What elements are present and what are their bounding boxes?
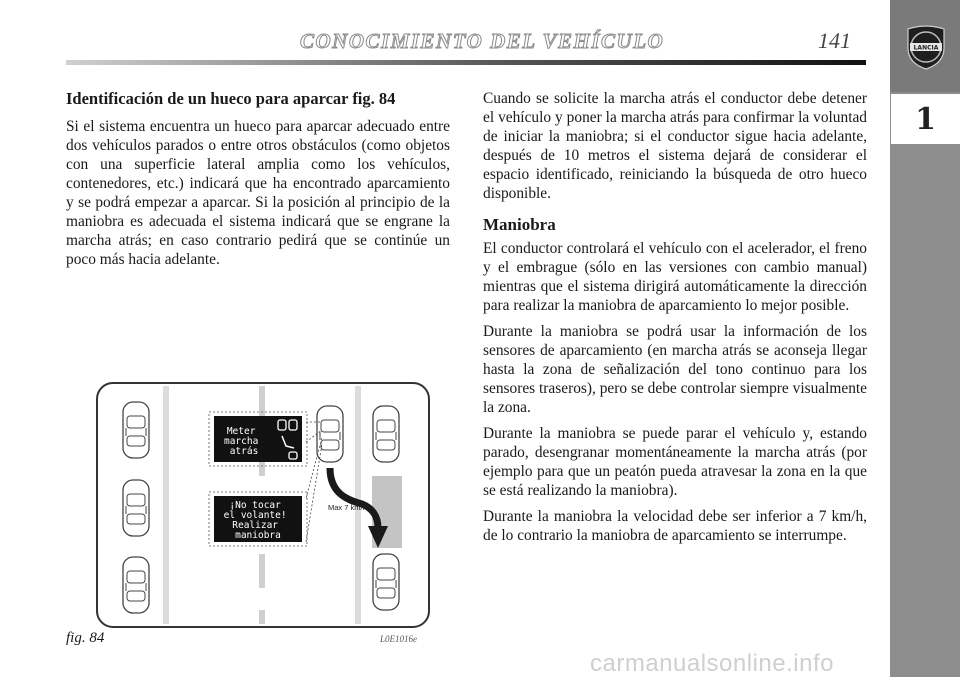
display-1-text: Meter marcha atrás bbox=[223, 426, 259, 457]
section-heading: Identificación de un hueco para aparcar fig. 84 bbox=[66, 89, 396, 108]
header-rule bbox=[66, 60, 866, 65]
figure-code: L0E1016e bbox=[380, 634, 417, 644]
paragraph-reverse-gear: Cuando se solicite la marcha atrás el conductor debe detener el vehículo y poner la marcha atrás para confirmar la voluntad de iniciar la maniobra; si el conductor sigue hacia adelante, después de 10 metros el sistema dejará de considerar el espacio identificado, reiniciando la búsqueda de otro hueco disponible. bbox=[483, 90, 867, 202]
running-header-title: CONOCIMIENTO DEL VEHÍCULO bbox=[300, 29, 665, 53]
left-paragraph: Si el sistema encuentra un hueco para aparcar adecuado entre dos vehículos parados o entre otros obstáculos (como objetos con una superficie lateral amplia como los vehículos, contenedores, etc.) indicará que ha encontrado aparcamiento y se podrá empezar a aparcar. Si la posición al principio de la maniobra es adecuada el sistema indicará que se engrane la marcha atrás; en caso contrario pedirá que se continúe un poco más hacia adelante. bbox=[66, 118, 450, 268]
lancia-logo-icon bbox=[905, 24, 947, 70]
chapter-tab: 1 bbox=[891, 94, 960, 144]
paragraph-sensors: Durante la maniobra se podrá usar la información de los sensores de aparcamiento (en marcha atrás se aconseja llegar hasta la zona de señalización del tono continuo para los sensores traseros), pero se debe controlar siempre visualmente la zona. bbox=[483, 323, 867, 416]
parking-diagram bbox=[96, 382, 430, 628]
parked-car-icon bbox=[123, 480, 149, 536]
logo-text: LANCIA bbox=[913, 44, 939, 52]
speed-label: Max 7 km/h bbox=[328, 503, 367, 512]
parked-car-icon bbox=[373, 406, 399, 462]
right-column bbox=[483, 89, 867, 552]
watermark: carmanualsonline.info bbox=[590, 650, 834, 677]
parked-car-icon bbox=[123, 557, 149, 613]
section-title-maniobra: Maniobra bbox=[483, 215, 556, 234]
maneuvering-car-icon bbox=[317, 406, 343, 462]
display-2-text: ¡No tocar el volante! Realizar maniobra bbox=[223, 500, 287, 541]
parked-car-icon bbox=[373, 554, 399, 610]
paragraph-speed: Durante la maniobra la velocidad debe ser inferior a 7 km/h, de lo contrario la maniobra de aparcamiento se interrumpe. bbox=[483, 508, 867, 544]
page-number: 141 bbox=[818, 28, 851, 53]
paragraph-driver-control: El conductor controlará el vehículo con el acelerador, el freno y el embrague (sólo en las versiones con cambio manual) mientras que el sistema dirigirá automáticamente la dirección para realizar la maniobra de aparcamiento lo mejor posible. bbox=[483, 240, 867, 314]
paragraph-stop: Durante la maniobra se puede parar el vehículo y, estando parado, desengranar momentáneamente la marcha atrás (por ejemplo para que un peatón pueda atravesar la zona en la que se está realizando la maniobra). bbox=[483, 425, 867, 499]
parked-car-icon bbox=[123, 402, 149, 458]
figure-caption: fig. 84 bbox=[66, 630, 105, 646]
